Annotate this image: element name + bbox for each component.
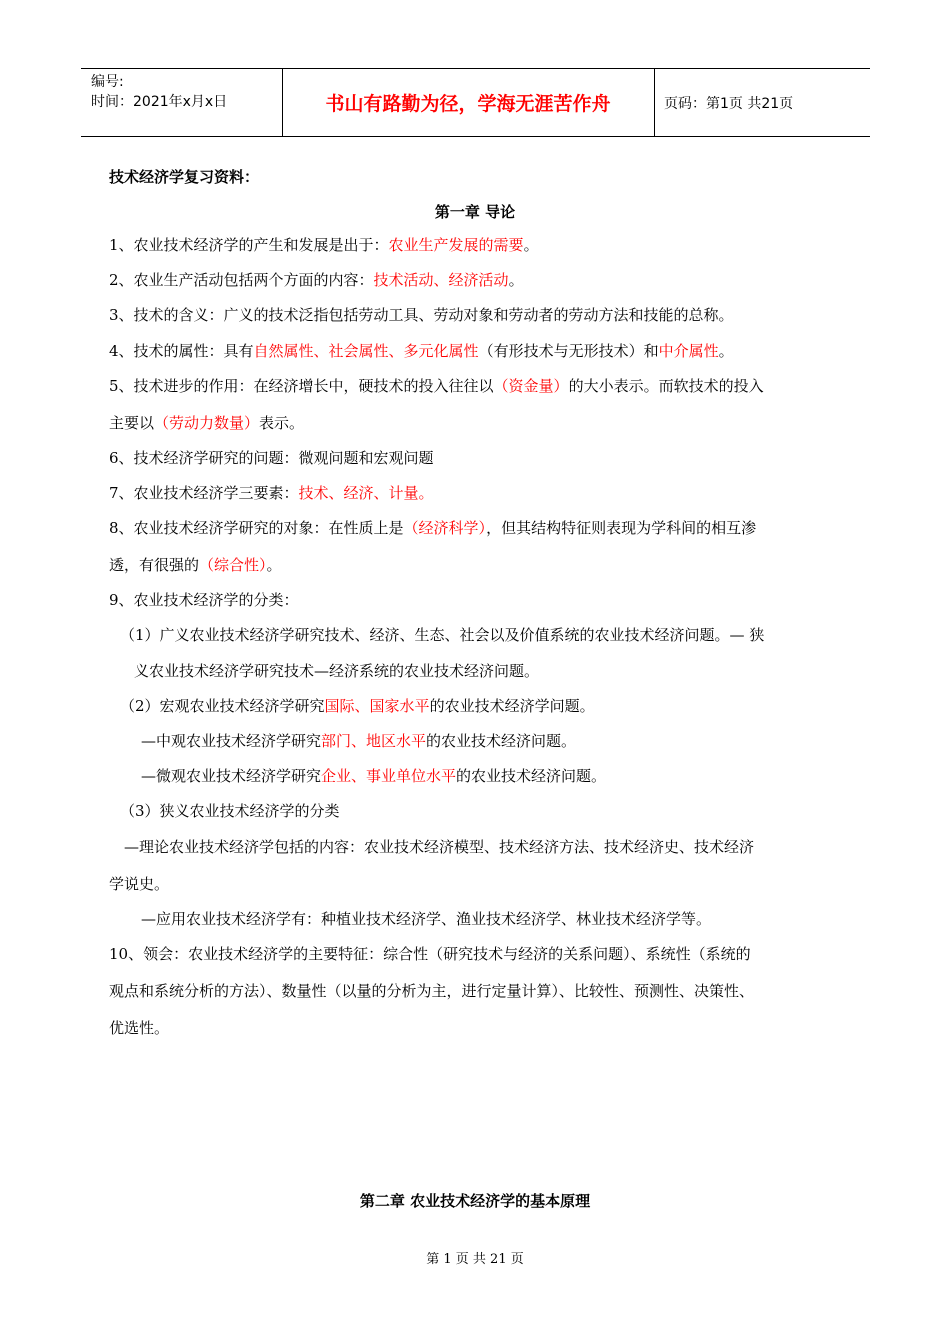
sub-item: （3）狭义农业技术经济学的分类 — [120, 802, 340, 820]
item-text: 的农业技术经济问题。 — [456, 767, 607, 785]
highlight-text: 农业生产发展的需要 — [388, 236, 524, 254]
item-text: 透，有很强的 — [109, 556, 200, 574]
list-item — [109, 340, 734, 361]
item-text: （2）宏观农业技术经济学研究 — [120, 697, 325, 715]
highlight-text: 自然属性、社会属性、多元化属性 — [253, 342, 479, 360]
item-text: 的农业技术经济问题。 — [426, 732, 577, 750]
item-text: 表示。 — [259, 414, 305, 432]
list-item-continuation — [109, 412, 304, 433]
sub-item-continuation: 学说史。 — [109, 875, 170, 893]
item-text: —微观农业技术经济学研究 — [141, 767, 322, 785]
highlight-text: 技术、经济、计量。 — [298, 484, 434, 502]
highlight-text: 国际、国家水平 — [324, 697, 430, 715]
highlight-text: （劳动力数量） — [154, 414, 260, 432]
list-item — [109, 482, 434, 503]
item-text: （有形技术与无形技术）和 — [478, 342, 659, 360]
sub-item — [120, 695, 595, 716]
list-item: 9、农业技术经济学的分类： — [109, 591, 299, 609]
item-text: 。 — [508, 271, 524, 289]
highlight-text: 企业、事业单位水平 — [321, 767, 457, 785]
sub-item: （1）广义农业技术经济学研究技术、经济、生态、社会以及价值系统的农业技术经济问题。— 狭 — [120, 626, 765, 644]
item-text: 主要以 — [109, 414, 155, 432]
item-text: 的大小表示。而软技术的投入 — [568, 377, 764, 395]
page-header — [81, 68, 870, 137]
list-item-continuation: 观点和系统分析的方法）、数量性（以量的分析为主，进行定量计算）、比较性、预测性、决策性、 — [109, 982, 755, 1000]
item-text: 。 — [523, 236, 539, 254]
item-text: 5、技术进步的作用：在经济增长中，硬技术的投入往往以 — [109, 377, 494, 395]
highlight-text: 技术活动、经济活动 — [373, 271, 509, 289]
item-text: 。 — [266, 556, 282, 574]
header-divider — [654, 69, 655, 136]
list-item: 6、技术经济学研究的问题：微观问题和宏观问题 — [109, 449, 434, 467]
sub-item — [141, 730, 576, 751]
item-text: 1、农业技术经济学的产生和发展是出于： — [109, 236, 389, 254]
list-item — [109, 269, 524, 290]
item-text: 2、农业生产活动包括两个方面的内容： — [109, 271, 374, 289]
item-text: 8、农业技术经济学研究的对象：在性质上是 — [109, 519, 404, 537]
sub-item — [141, 765, 606, 786]
list-item — [109, 234, 539, 255]
list-item-continuation — [109, 554, 282, 575]
item-text: —中观农业技术经济学研究 — [141, 732, 322, 750]
chapter-title: 第二章 农业技术经济学的基本原理 — [359, 1192, 591, 1210]
list-item — [109, 375, 764, 396]
list-item-continuation: 优选性。 — [109, 1019, 170, 1037]
item-text: 。 — [718, 342, 734, 360]
highlight-text: 中介属性 — [658, 342, 719, 360]
item-text: 7、农业技术经济学三要素： — [109, 484, 299, 502]
header-meta — [91, 72, 227, 112]
highlight-text: （经济科学） — [403, 519, 487, 537]
item-text: 4、技术的属性：具有 — [109, 342, 254, 360]
page-footer: 第 1 页 共 21 页 — [426, 1252, 524, 1267]
item-text: ，但其结构特征则表现为学科间的相互渗 — [486, 519, 757, 537]
highlight-text: 部门、地区水平 — [321, 732, 427, 750]
header-date: 时间：2021年x月x日 — [91, 94, 228, 110]
header-motto: 书山有路勤为径，学海无涯苦作舟 — [325, 93, 611, 115]
list-item — [109, 517, 756, 538]
highlight-text: （综合性） — [199, 556, 267, 574]
list-item: 10、领会：农业技术经济学的主要特征：综合性（研究技术与经济的关系问题）、系统性（系统的 — [109, 945, 751, 963]
sub-item: —应用农业技术经济学有：种植业技术经济学、渔业技术经济学、林业技术经济学等。 — [141, 910, 712, 928]
chapter-title: 第一章 导论 — [434, 203, 516, 221]
highlight-text: （资金量） — [493, 377, 569, 395]
list-item: 3、技术的含义：广义的技术泛指包括劳动工具、劳动对象和劳动者的劳动方法和技能的总称。 — [109, 306, 734, 324]
header-page-number: 页码：第1页 共21页 — [664, 96, 794, 112]
sub-item: —理论农业技术经济学包括的内容：农业技术经济模型、技术经济方法、技术经济史、技术经济 — [124, 838, 755, 856]
item-text: 的农业技术经济学问题。 — [429, 697, 595, 715]
header-number: 编号: — [91, 74, 124, 90]
sub-item-continuation: 义农业技术经济学研究技术—经济系统的农业技术经济问题。 — [134, 662, 540, 680]
doc-title: 技术经济学复习资料： — [109, 168, 260, 186]
